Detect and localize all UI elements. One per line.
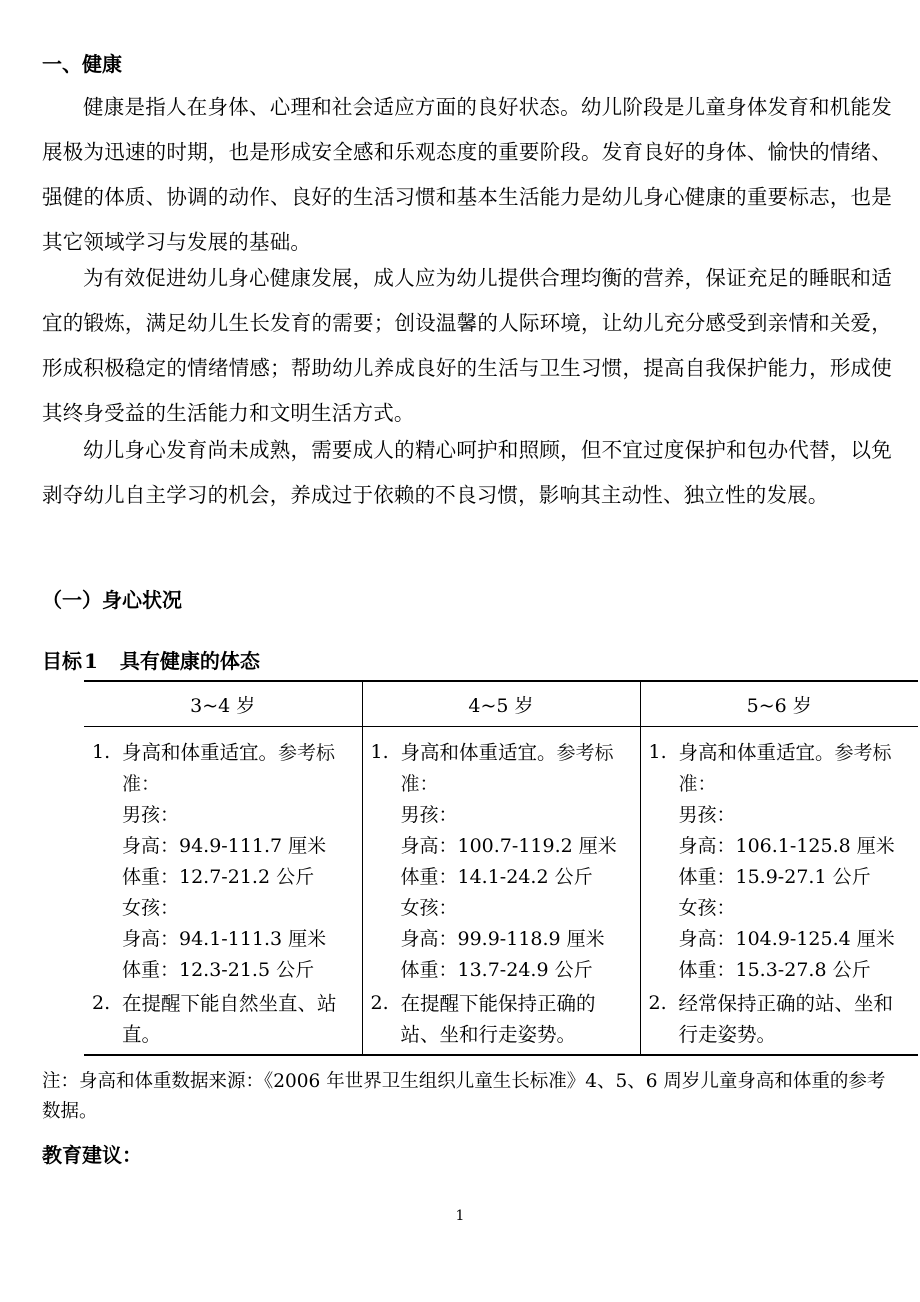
item-number: 2. [92,992,111,1014]
paragraph-over-protection: 幼儿身心发育尚未成熟，需要成人的精心呵护和照顾，但不宜过度保护和包办代替，以免剥夺幼儿自主学习的机会，养成过于依赖的不良习惯，影响其主动性、独立性的发展。 [42,438,892,507]
boy-height: 身高：94.9-111.7 厘米 [122,835,327,857]
girl-weight: 体重：13.7-24.9 公斤 [400,959,593,981]
list-item-height-weight [92,737,356,986]
list-item-height-weight [371,737,634,986]
item-number: 1. [370,741,389,763]
header-age-5-6: 5~6 岁 [640,681,918,727]
item-number: 2. [648,992,667,1014]
subsection-title: （一）身心状况 [42,588,182,612]
item-tail: 参考标准： [678,742,892,795]
girl-label: 女孩： [122,897,180,919]
goal-heading [42,647,260,676]
boy-height: 身高：106.1-125.8 厘米 [678,835,895,857]
girl-label: 女孩： [400,897,458,919]
table-header-row [84,681,918,727]
table-row [84,727,918,1056]
boy-label: 男孩： [122,804,180,826]
boy-weight: 体重：14.1-24.2 公斤 [400,866,593,888]
item-tail: 参考标准： [400,742,614,795]
girl-height: 身高：104.9-125.4 厘米 [678,928,895,950]
paragraph-health-definition: 健康是指人在身体、心理和社会适应方面的良好状态。幼儿阶段是儿童身体发育和机能发展极为迅速的时期，也是形成安全感和乐观态度的重要阶段。发育良好的身体、愉快的情绪、强健的体质、协调的动作、良好的生活习惯和基本生活能力是幼儿身心健康的重要标志，也是其它领域学习与发展的基础。 [42,95,892,254]
item-number: 1. [92,741,111,763]
girl-height: 身高：94.1-111.3 厘米 [122,928,327,950]
item-lead: 身高和体重适宜。 [400,741,557,764]
girl-weight: 体重：15.3-27.8 公斤 [678,959,871,981]
growth-standards-table [84,680,918,1056]
item-lead: 身高和体重适宜。 [122,741,279,764]
boy-height: 身高：100.7-119.2 厘米 [400,835,617,857]
item-number: 2. [370,992,389,1014]
section-title: 一、健康 [42,52,122,76]
header-age-3-4: 3~4 岁 [84,681,362,727]
cell-age-3-4 [84,727,362,1056]
goal-label: 目标 [42,649,82,673]
item-lead: 经常保持正确的站、坐和行走姿势。 [678,992,894,1046]
list-item-height-weight [649,737,913,986]
boy-weight: 体重：12.7-21.2 公斤 [122,866,315,888]
girl-label: 女孩： [678,897,736,919]
item-tail: 参考标准： [122,742,336,795]
goal-number: 1 [84,649,98,673]
list-item-posture [371,988,634,1050]
goal-title: 具有健康的体态 [119,649,260,673]
paragraph-adult-guidance: 为有效促进幼儿身心健康发展，成人应为幼儿提供合理均衡的营养，保证充足的睡眠和适宜的锻炼，满足幼儿生长发育的需要；创设温馨的人际环境，让幼儿充分感受到亲情和关爱，形成积极稳定的情绪情感；帮助幼儿养成良好的生活与卫生习惯，提高自我保护能力，形成使其终身受益的生活能力和文明生活方式。 [42,266,892,425]
boy-label: 男孩： [678,804,736,826]
cell-age-5-6 [640,727,918,1056]
header-age-4-5: 4~5 岁 [362,681,640,727]
page-number: 1 [455,1208,465,1224]
list-item-posture [649,988,913,1050]
boy-weight: 体重：15.9-27.1 公斤 [678,866,871,888]
girl-height: 身高：99.9-118.9 厘米 [400,928,605,950]
item-number: 1. [648,741,667,763]
boy-label: 男孩： [400,804,458,826]
item-lead: 在提醒下能保持正确的站、坐和行走姿势。 [400,992,596,1046]
item-lead: 在提醒下能自然坐直、站直。 [122,992,337,1046]
list-item-posture [92,988,356,1050]
cell-age-4-5 [362,727,640,1056]
table-note: 注：身高和体重数据来源：《2006 年世界卫生组织儿童生长标准》4、5、6 周岁儿童身高和体重的参考数据。 [42,1071,886,1122]
advice-title: 教育建议： [42,1143,142,1167]
girl-weight: 体重：12.3-21.5 公斤 [122,959,315,981]
item-lead: 身高和体重适宜。 [678,741,835,764]
